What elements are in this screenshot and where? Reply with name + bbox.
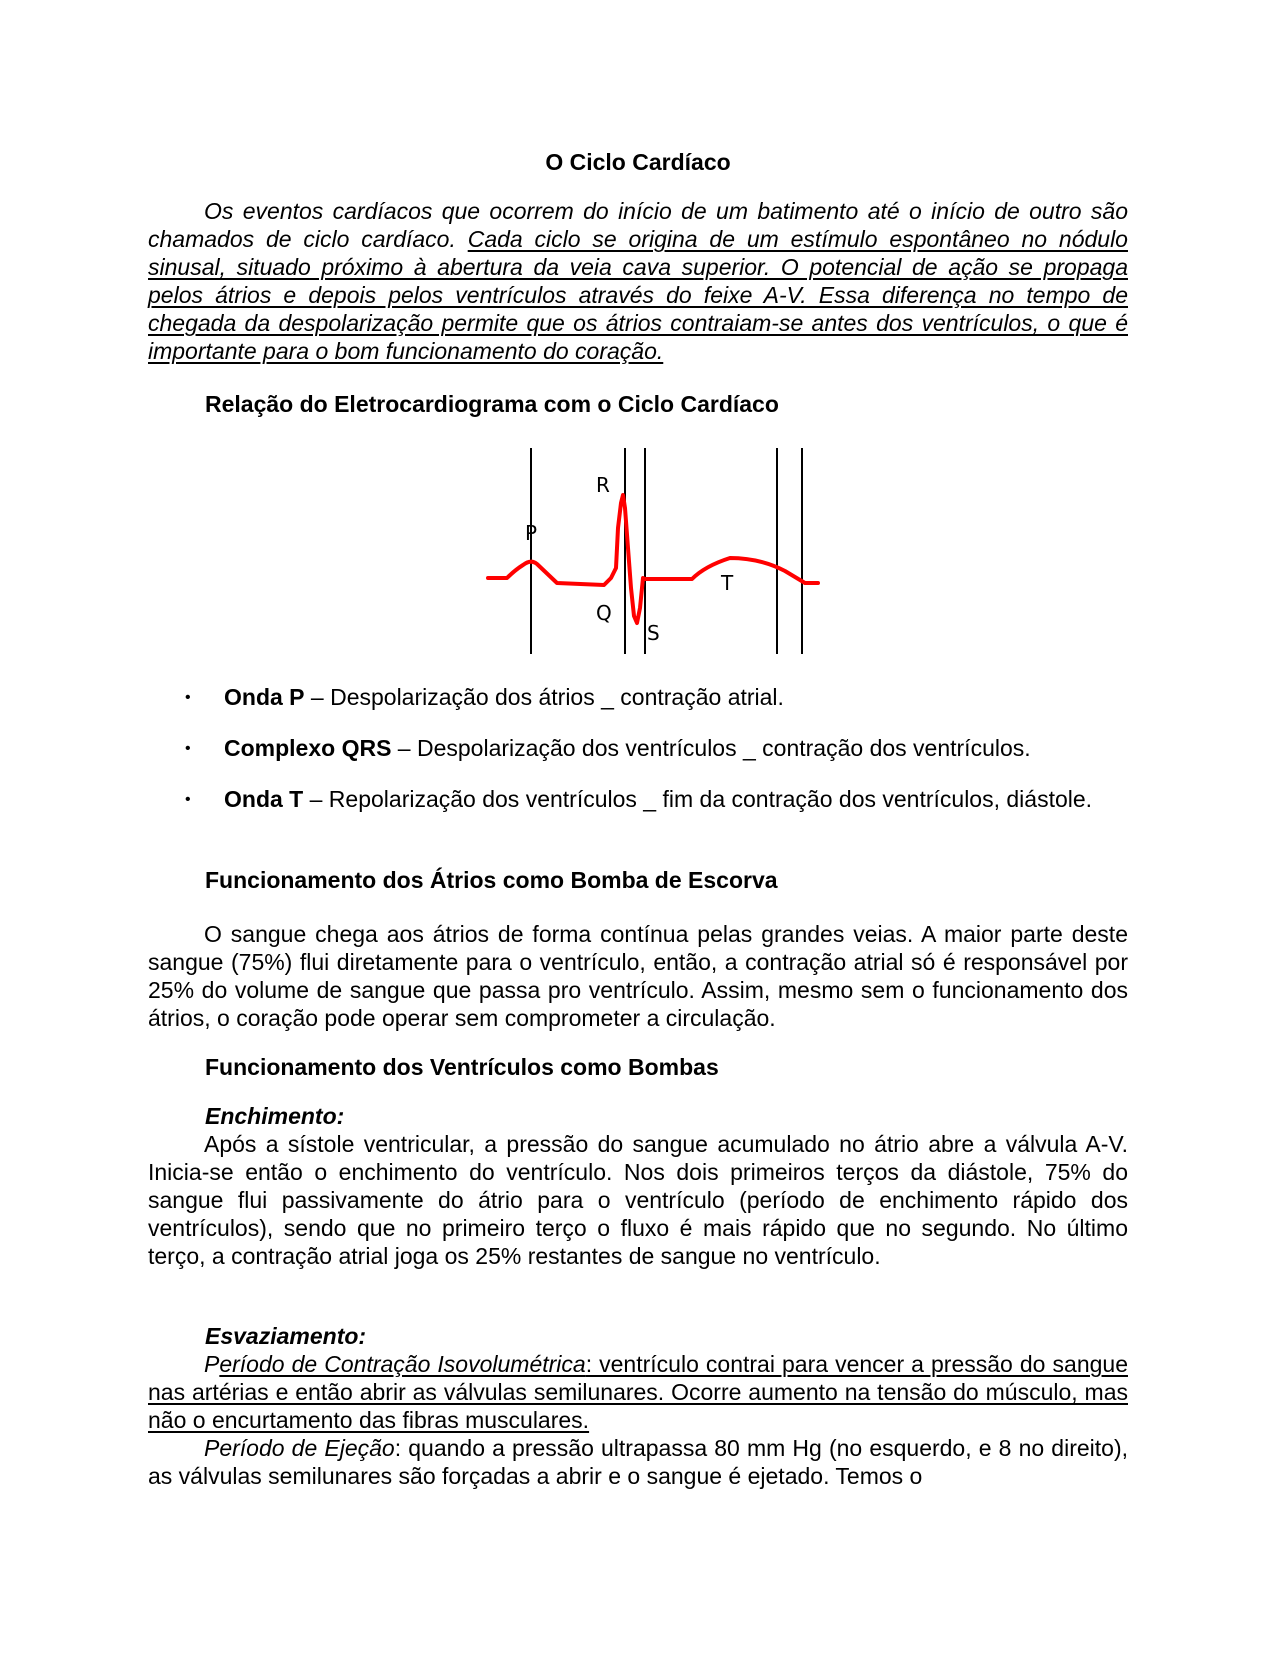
intro-plain-text: Os eventos cardíacos que ocorrem do início de um batimento até o início de outro são chamados de ciclo cardíaco.	[148, 198, 1128, 252]
ejecao-text: : quando a pressão ultrapassa 80 mm Hg (no esquerdo, e 8 no direito), as válvulas semilunares são forçadas a abrir e o sangue é ejetado. Temos o	[148, 1435, 1128, 1489]
list-item-text: – Despolarização dos ventrículos _ contração dos ventrículos.	[391, 735, 1031, 761]
list-item-term: Onda P	[224, 684, 305, 710]
list-item-term: Complexo QRS	[224, 735, 392, 761]
contracao-paragraph	[148, 1350, 1128, 1434]
contracao-term: eríodo de Contração Isovolumétrica	[219, 1351, 586, 1377]
ventriculos-heading: Funcionamento dos Ventrículos como Bombas	[205, 1054, 719, 1080]
ecg-label-s: S	[647, 621, 660, 645]
ecg-diagram	[485, 448, 825, 656]
ejecao-paragraph	[148, 1434, 1128, 1490]
contracao-text: : ventrículo contrai para vencer a pressão do sangue nas artérias e então abrir as válvulas semilunares. Ocorre aumento na tensão do músculo, mas não o encurtamento das fibras musculares.	[148, 1351, 1128, 1433]
list-item-text: – Repolarização dos ventrículos _ fim da contração dos ventrículos, diástole.	[303, 786, 1093, 812]
enchimento-heading: Enchimento:	[205, 1103, 345, 1129]
enchimento-paragraph: Após a sístole ventricular, a pressão do sangue acumulado no átrio abre a válvula A-V. Inicia-se então o enchimento do ventrículo. Nos dois primeiros terços da diástole, 75% do sangue flui passivamente do átrio para o ventrículo (período de enchimento rápido dos ventrículos), sendo que no primeiro terço o fluxo é mais rápido que no segundo. No último terço, a contração atrial joga os 25% restantes de sangue no ventrículo.	[148, 1131, 1128, 1269]
ecg-label-r: R	[596, 473, 610, 497]
ecg-label-t: T	[721, 571, 734, 595]
intro-underlined-text: Cada ciclo se origina de um estímulo espontâneo no nódulo sinusal, situado próximo à abertura da veia cava superior. O potencial de ação se propaga pelos átrios e depois pelos ventrículos através do feixe A-V. Essa diferença no tempo de chegada da despolarização permite que os átrios contraiam-se antes dos ventrículos, o que é importante para o bom funcionamento do coração.	[148, 226, 1128, 364]
ecg-section-heading: Relação do Eletrocardiograma com o Ciclo Cardíaco	[205, 391, 779, 417]
ecg-label-p: P	[525, 521, 538, 545]
list-item-term: Onda T	[224, 786, 304, 812]
page-title: O Ciclo Cardíaco	[545, 149, 731, 175]
ejecao-term: Período de Ejeção	[204, 1435, 395, 1461]
list-item-text: – Despolarização dos átrios _ contração atrial.	[304, 684, 784, 710]
contracao-term-initial: P	[204, 1351, 220, 1377]
intro-paragraph	[148, 197, 1128, 365]
atrios-paragraph: O sangue chega aos átrios de forma contínua pelas grandes veias. A maior parte deste sangue (75%) flui diretamente para o ventrículo, então, a contração atrial só é responsável por 25% do volume de sangue que passa pro ventrículo. Assim, mesmo sem o funcionamento dos átrios, o coração pode operar sem comprometer a circulação.	[148, 921, 1128, 1031]
atrios-heading: Funcionamento dos Átrios como Bomba de Escorva	[205, 867, 778, 893]
esvaziamento-heading: Esvaziamento:	[205, 1323, 367, 1349]
ecg-label-q: Q	[596, 601, 612, 625]
ecg-trace	[488, 495, 818, 623]
